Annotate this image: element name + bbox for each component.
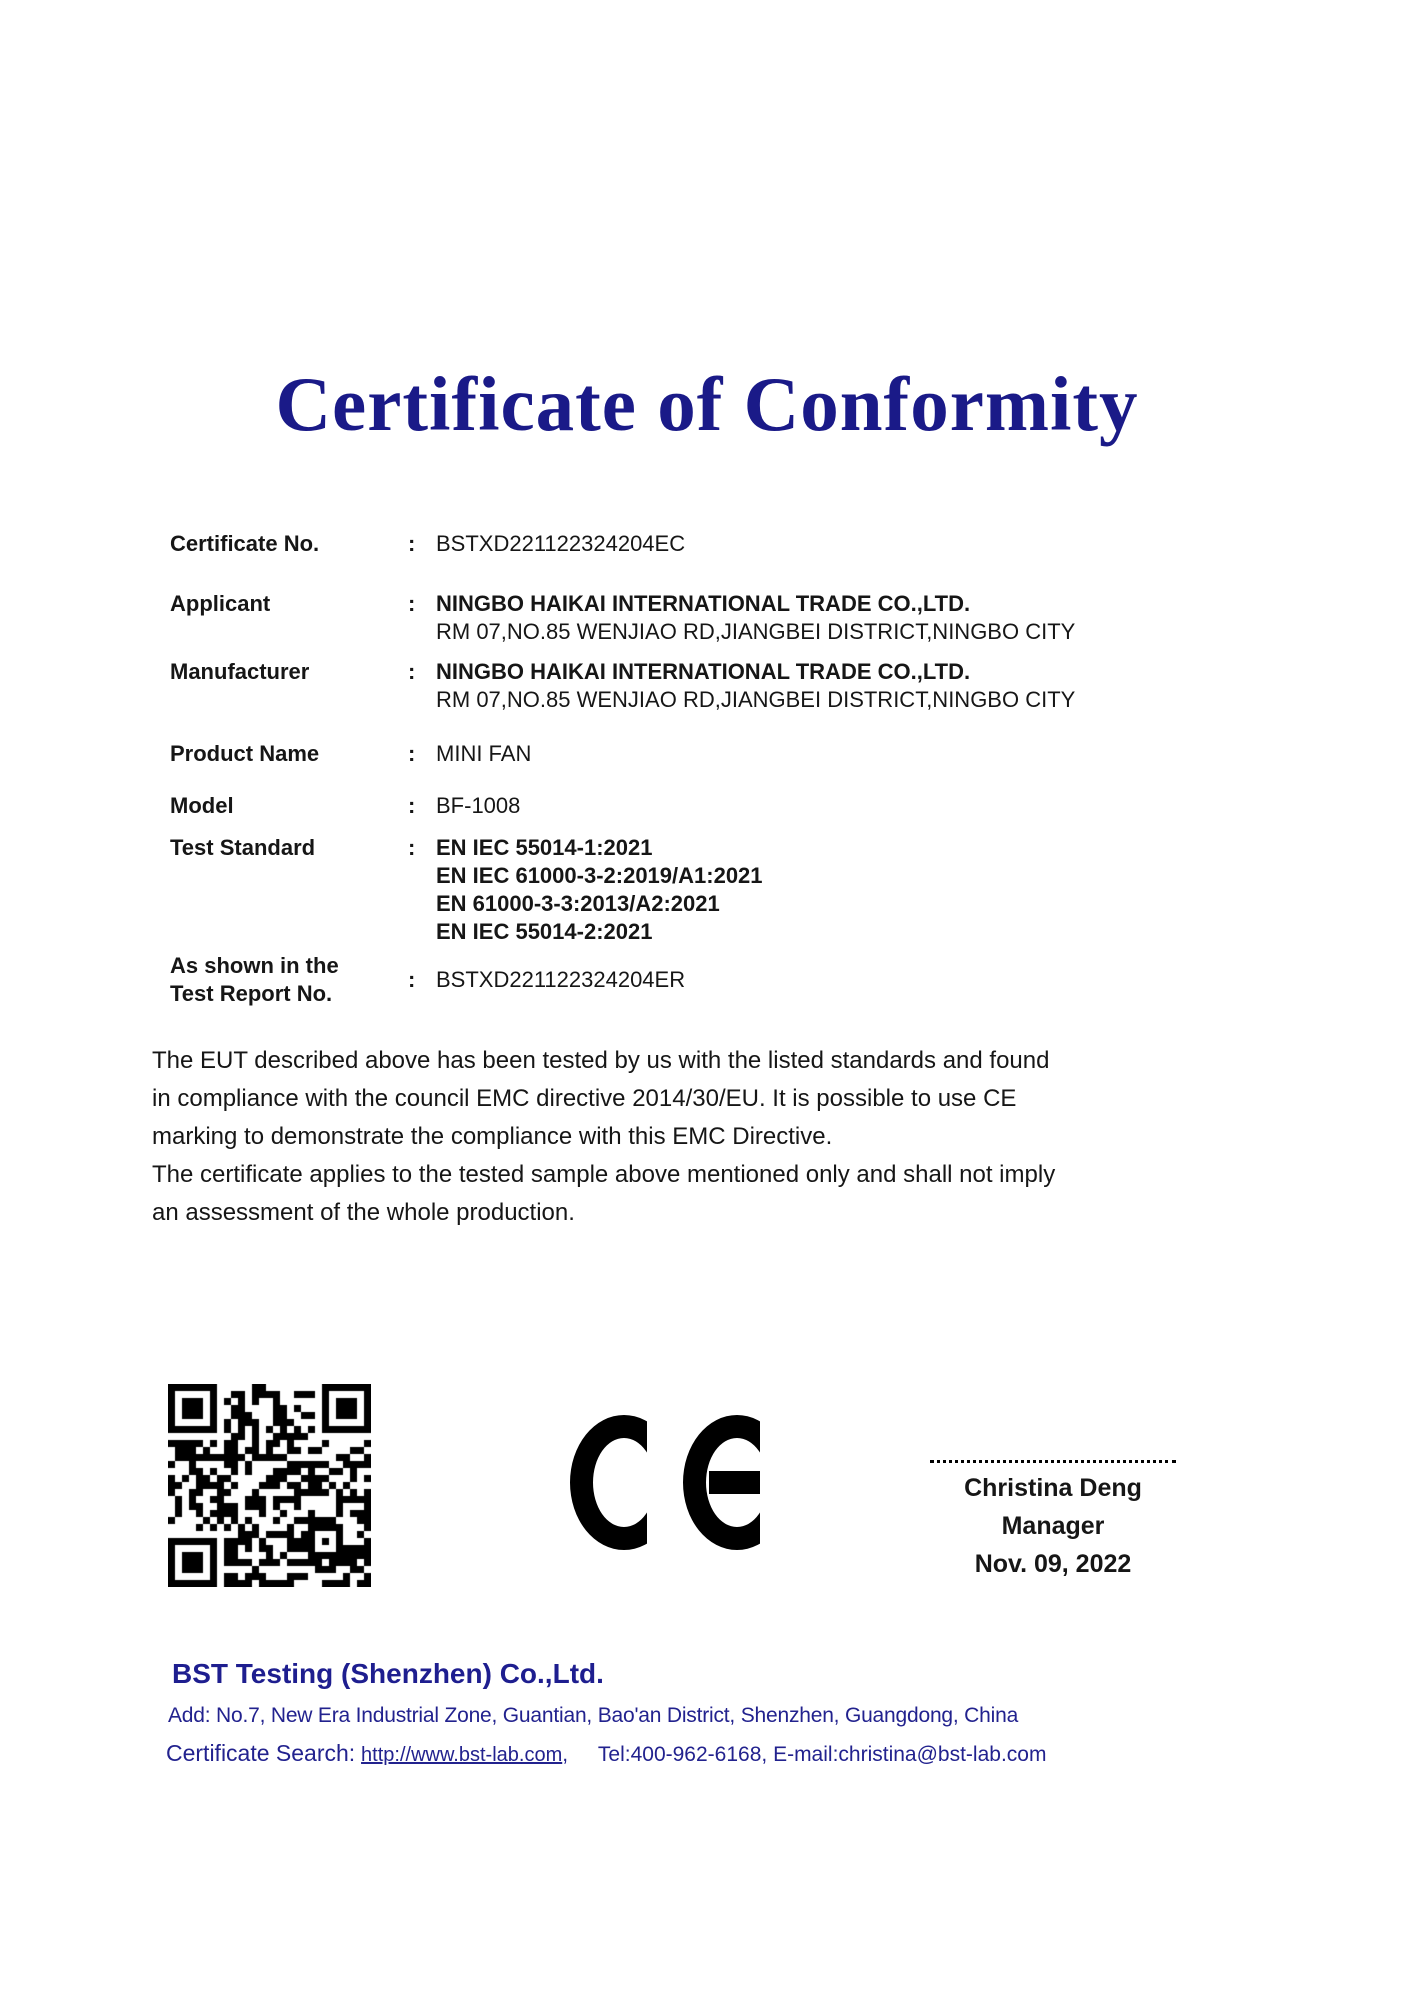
- product-name-value: MINI FAN: [436, 741, 532, 766]
- model-value: BF-1008: [436, 793, 521, 818]
- test-report-label-line1: As shown in the: [170, 953, 339, 978]
- separator-colon: :: [408, 793, 416, 818]
- search-comma: ,: [562, 1743, 569, 1766]
- separator-colon: :: [408, 531, 416, 556]
- ce-letter-e: [683, 1415, 760, 1550]
- test-standard-item: EN IEC 61000-3-2:2019/A1:2021: [436, 863, 763, 888]
- page-title: Certificate of Conformity: [275, 361, 1139, 447]
- separator-colon: :: [408, 967, 416, 992]
- certificate-no-label: Certificate No.: [170, 531, 320, 556]
- manufacturer-address: RM 07,NO.85 WENJIAO RD,JIANGBEI DISTRICT,NINGBO CITY: [436, 687, 1076, 712]
- model-label: Model: [170, 793, 234, 818]
- detail-row-test-standard: [170, 834, 1280, 946]
- statement-line: The certificate applies to the tested sample above mentioned only and shall not imply: [152, 1161, 1056, 1188]
- signer-name: Christina Deng: [964, 1474, 1142, 1502]
- signature-block: [930, 1460, 1176, 1583]
- certificate-details: [170, 530, 1280, 1008]
- separator-colon: :: [408, 591, 416, 616]
- detail-row-certificate-no: [170, 530, 1280, 558]
- test-report-no-value: BSTXD221122324204ER: [436, 967, 686, 992]
- statement-line: in compliance with the council EMC directive 2014/30/EU. It is possible to use CE: [152, 1085, 1017, 1112]
- issuer-tel: Tel:400-962-6168,: [597, 1743, 768, 1766]
- manufacturer-label: Manufacturer: [170, 659, 310, 684]
- detail-row-product-name: [170, 740, 1280, 768]
- signature-date: Nov. 09, 2022: [974, 1550, 1132, 1578]
- certificate-search-label: Certificate Search:: [166, 1740, 356, 1766]
- ce-letter-c: [570, 1415, 647, 1550]
- certificate-search-line: [166, 1740, 1266, 1767]
- ce-mark-icon: [570, 1415, 760, 1550]
- issuer-footer: [166, 1658, 1266, 1767]
- qr-code-image: [168, 1384, 371, 1587]
- manufacturer-name: NINGBO HAIKAI INTERNATIONAL TRADE CO.,LTD.: [436, 659, 971, 684]
- signature-dotted-line: [930, 1460, 1176, 1463]
- issuer-email: E-mail:christina@bst-lab.com: [773, 1743, 1047, 1766]
- stamps-row: [0, 1384, 1414, 1614]
- statement-line: an assessment of the whole production.: [152, 1199, 575, 1226]
- qr-code: [168, 1384, 371, 1587]
- separator-colon: :: [408, 835, 416, 860]
- detail-row-applicant: [170, 590, 1280, 646]
- test-report-label-line2: Test Report No.: [170, 981, 333, 1006]
- test-standard-label: Test Standard: [170, 835, 316, 860]
- detail-row-manufacturer: [170, 658, 1280, 714]
- detail-row-test-report-no: [170, 952, 1280, 1008]
- test-standard-item: EN 61000-3-3:2013/A2:2021: [436, 891, 720, 916]
- compliance-statement: [152, 1042, 1282, 1232]
- issuer-address: Add: No.7, New Era Industrial Zone, Guantian, Bao'an District, Shenzhen, Guangdong, China: [168, 1704, 1019, 1727]
- product-name-label: Product Name: [170, 741, 320, 766]
- issuer-company-name: BST Testing (Shenzhen) Co.,Ltd.: [172, 1658, 604, 1689]
- detail-row-model: [170, 792, 1280, 820]
- statement-line: The EUT described above has been tested by us with the listed standards and found: [152, 1047, 1050, 1074]
- applicant-label: Applicant: [170, 591, 271, 616]
- test-standard-item: EN IEC 55014-2:2021: [436, 919, 653, 944]
- signer-title: Manager: [1001, 1512, 1105, 1540]
- certificate-no-value: BSTXD221122324204EC: [436, 531, 686, 556]
- separator-colon: :: [408, 659, 416, 684]
- separator-colon: :: [408, 741, 416, 766]
- statement-line: marking to demonstrate the compliance with this EMC Directive.: [152, 1123, 833, 1150]
- test-standard-item: EN IEC 55014-1:2021: [436, 835, 653, 860]
- applicant-name: NINGBO HAIKAI INTERNATIONAL TRADE CO.,LTD.: [436, 591, 971, 616]
- certificate-search-url[interactable]: http://www.bst-lab.com: [361, 1744, 563, 1766]
- applicant-address: RM 07,NO.85 WENJIAO RD,JIANGBEI DISTRICT,NINGBO CITY: [436, 619, 1076, 644]
